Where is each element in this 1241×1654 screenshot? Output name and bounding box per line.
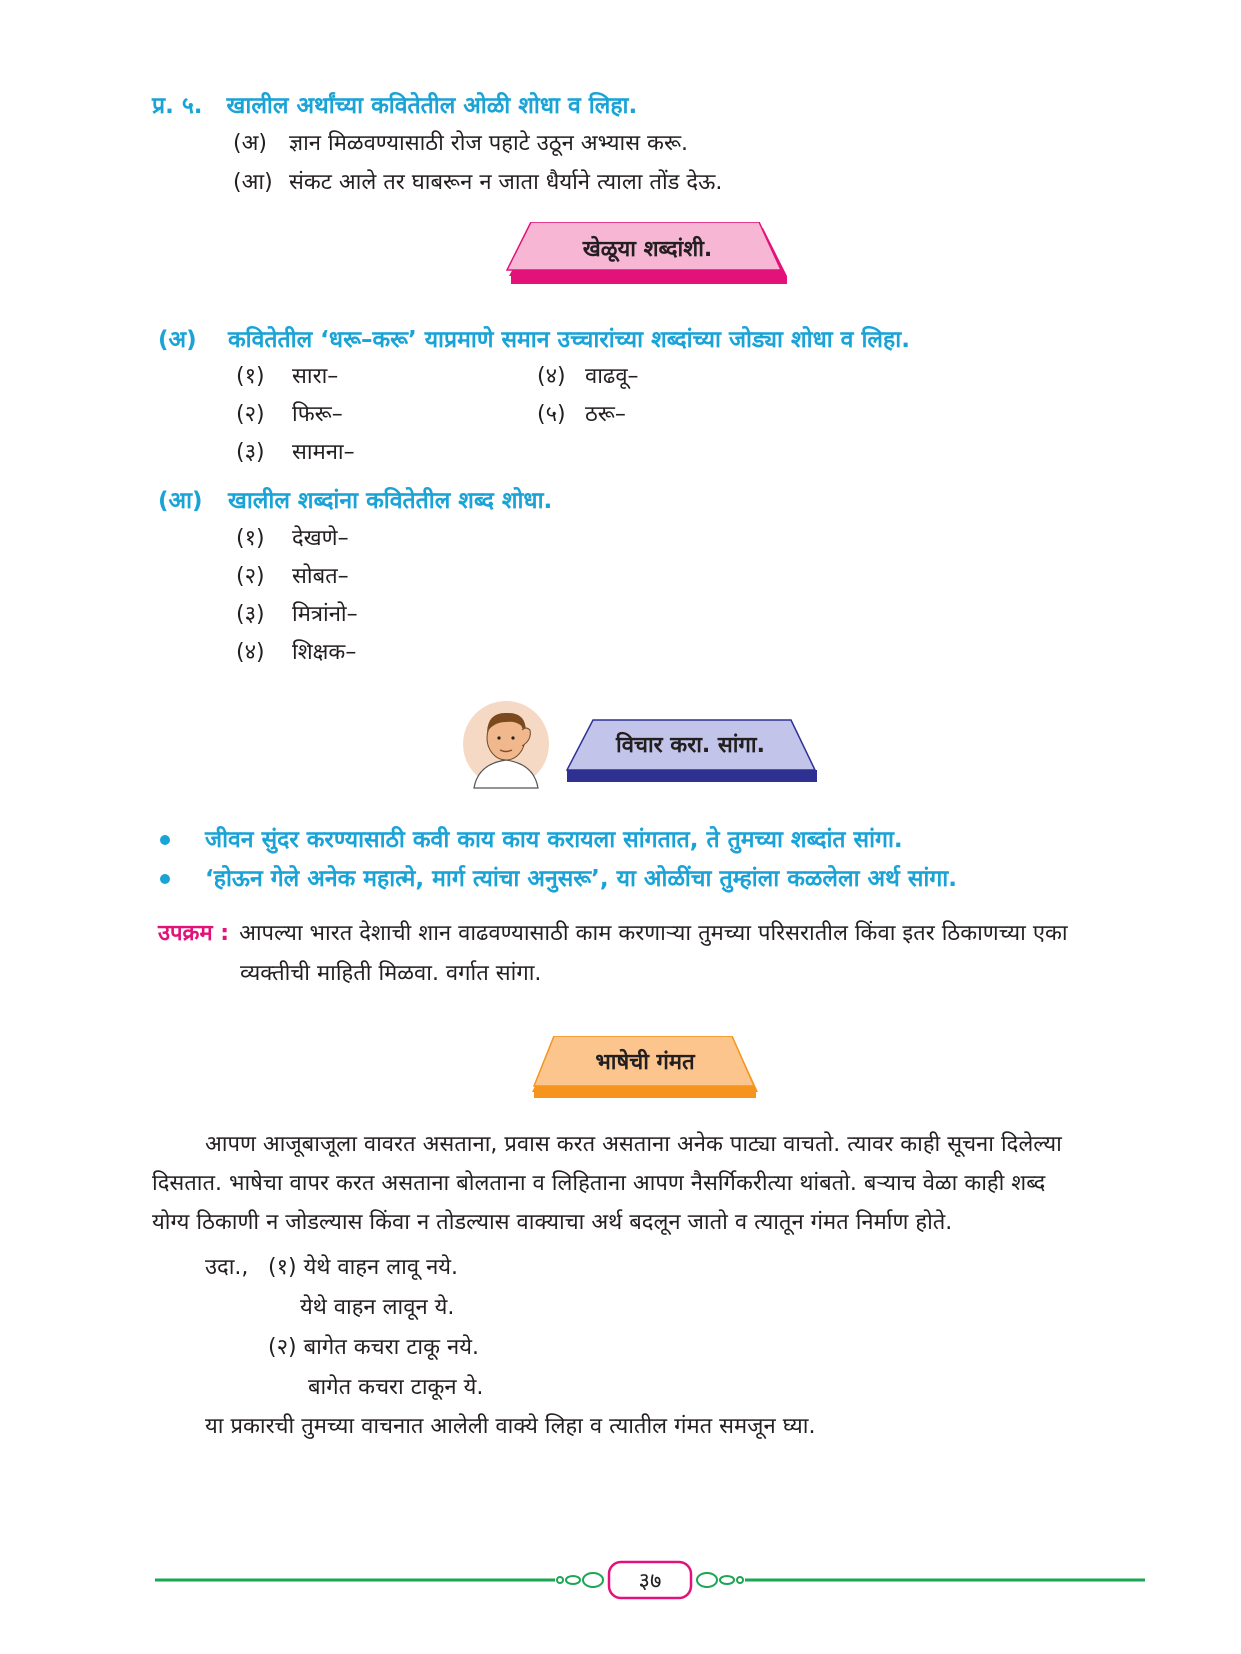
bullet-text-2: ‘होऊन गेले अनेक महात्मे, मार्ग त्यांचा अनुसरू’, या ओळींचा तुम्हांला कळलेला अर्थ सांगा.: [205, 866, 957, 892]
item-number: (१): [236, 364, 265, 389]
q5-item-text: ज्ञान मिळवण्यासाठी रोज पहाटे उठून अभ्यास करू.: [289, 131, 689, 156]
bullet-dot: [160, 874, 170, 884]
banner-khelu-text: खेळूया शब्दांशी.: [582, 237, 713, 262]
q5-item-1: [233, 127, 688, 157]
section-aa-title: खालील शब्दांना कवितेतील शब्द शोधा.: [228, 488, 553, 514]
item-word: ठरू–: [585, 402, 626, 427]
synonym-item-4: [236, 636, 356, 666]
item-word: सोबत–: [292, 564, 349, 589]
item-word: शिक्षक–: [292, 640, 357, 665]
section-a-heading: [158, 322, 910, 354]
pair-item-2: [236, 398, 343, 428]
banner-vichar-text: विचार करा. सांगा.: [616, 733, 765, 758]
page-number: ३७: [638, 1569, 662, 1594]
q5-title: खालील अर्थांच्या कवितेतील ओळी शोधा व लिहा.: [226, 93, 638, 119]
synonym-item-3: [236, 598, 358, 628]
bullet-text-1: जीवन सुंदर करण्यासाठी कवी काय काय करायला सांगतात, ते तुमच्या शब्दांत सांगा.: [205, 827, 903, 853]
item-word: देखणे–: [292, 526, 349, 551]
q5-item-marker: (आ): [233, 170, 273, 195]
example-2a: (२) बागेत कचरा टाकू नये.: [268, 1335, 479, 1360]
item-word: वाढवू–: [585, 364, 639, 389]
section-a-marker: (अ): [158, 327, 197, 353]
pair-item-1: [236, 360, 338, 390]
upakram-line-1: [158, 917, 1068, 947]
pair-item-5: [537, 398, 626, 428]
example-uda: उदा.,: [205, 1255, 249, 1280]
section-aa-heading: [158, 483, 552, 515]
q5-label: प्र. ५.: [152, 93, 203, 119]
synonym-item-2: [236, 560, 349, 590]
q5-heading: [152, 88, 637, 120]
para-line-2: दिसतात. भाषेचा वापर करत असताना बोलताना व लिहिताना आपण नैसर्गिकरीत्या थांबतो. बऱ्याच वेळा काही शब्द: [152, 1171, 1046, 1196]
upakram-text-1: आपल्या भारत देशाची शान वाढवण्यासाठी काम करणाऱ्या तुमच्या परिसरातील किंवा इतर ठिकाणच्या एका: [239, 921, 1068, 946]
item-number: (२): [236, 402, 265, 427]
banner-bhasha: [530, 1036, 760, 1102]
upakram-text-2: व्यक्तीची माहिती मिळवा. वर्गात सांगा.: [240, 961, 542, 986]
item-number: (५): [537, 402, 566, 427]
example-2b: बागेत कचरा टाकून ये.: [308, 1375, 484, 1400]
example-1b: येथे वाहन लावून ये.: [300, 1295, 455, 1320]
item-word: मित्रांनो–: [292, 602, 358, 627]
item-number: (४): [537, 364, 566, 389]
item-number: (३): [236, 602, 265, 627]
q5-item-text: संकट आले तर घाबरून न जाता धैर्याने त्याला तोंड देऊ.: [289, 170, 723, 195]
section-aa-marker: (आ): [158, 488, 203, 514]
item-number: (२): [236, 564, 265, 589]
q5-item-2: [233, 166, 722, 196]
example-1a: (१) येथे वाहन लावू नये.: [268, 1255, 459, 1280]
q5-item-marker: (अ): [233, 131, 267, 156]
para-line-3: योग्य ठिकाणी न जोडल्यास किंवा न तोडल्यास वाक्याचा अर्थ बदलून जातो व त्यातून गंमत निर्माण होते.: [152, 1210, 953, 1235]
item-word: फिरू–: [292, 402, 343, 427]
pair-item-3: [236, 436, 355, 466]
item-number: (३): [236, 440, 265, 465]
example-closing: या प्रकारची तुमच्या वाचनात आलेली वाक्ये लिहा व त्यातील गंमत समजून घ्या.: [205, 1414, 816, 1439]
synonym-item-1: [236, 522, 349, 552]
para-line-1: आपण आजूबाजूला वावरत असताना, प्रवास करत असताना अनेक पाट्या वाचतो. त्यावर काही सूचना दिलेल्या: [205, 1132, 1062, 1157]
thinking-boy-icon: [460, 700, 552, 790]
banner-khelu: [505, 222, 790, 288]
banner-bhasha-text: भाषेची गंमत: [595, 1050, 695, 1075]
item-word: सामना–: [292, 440, 355, 465]
pair-item-4: [537, 360, 639, 390]
item-number: (४): [236, 640, 265, 665]
upakram-label: उपक्रम :: [158, 921, 230, 946]
item-word: सारा–: [292, 364, 339, 389]
section-a-title: कवितेतील ‘धरू–करू’ याप्रमाणे समान उच्चारांच्या शब्दांच्या जोड्या शोधा व लिहा.: [228, 327, 910, 353]
banner-vichar: [563, 718, 818, 784]
bullet-dot: [160, 835, 170, 845]
item-number: (१): [236, 526, 265, 551]
